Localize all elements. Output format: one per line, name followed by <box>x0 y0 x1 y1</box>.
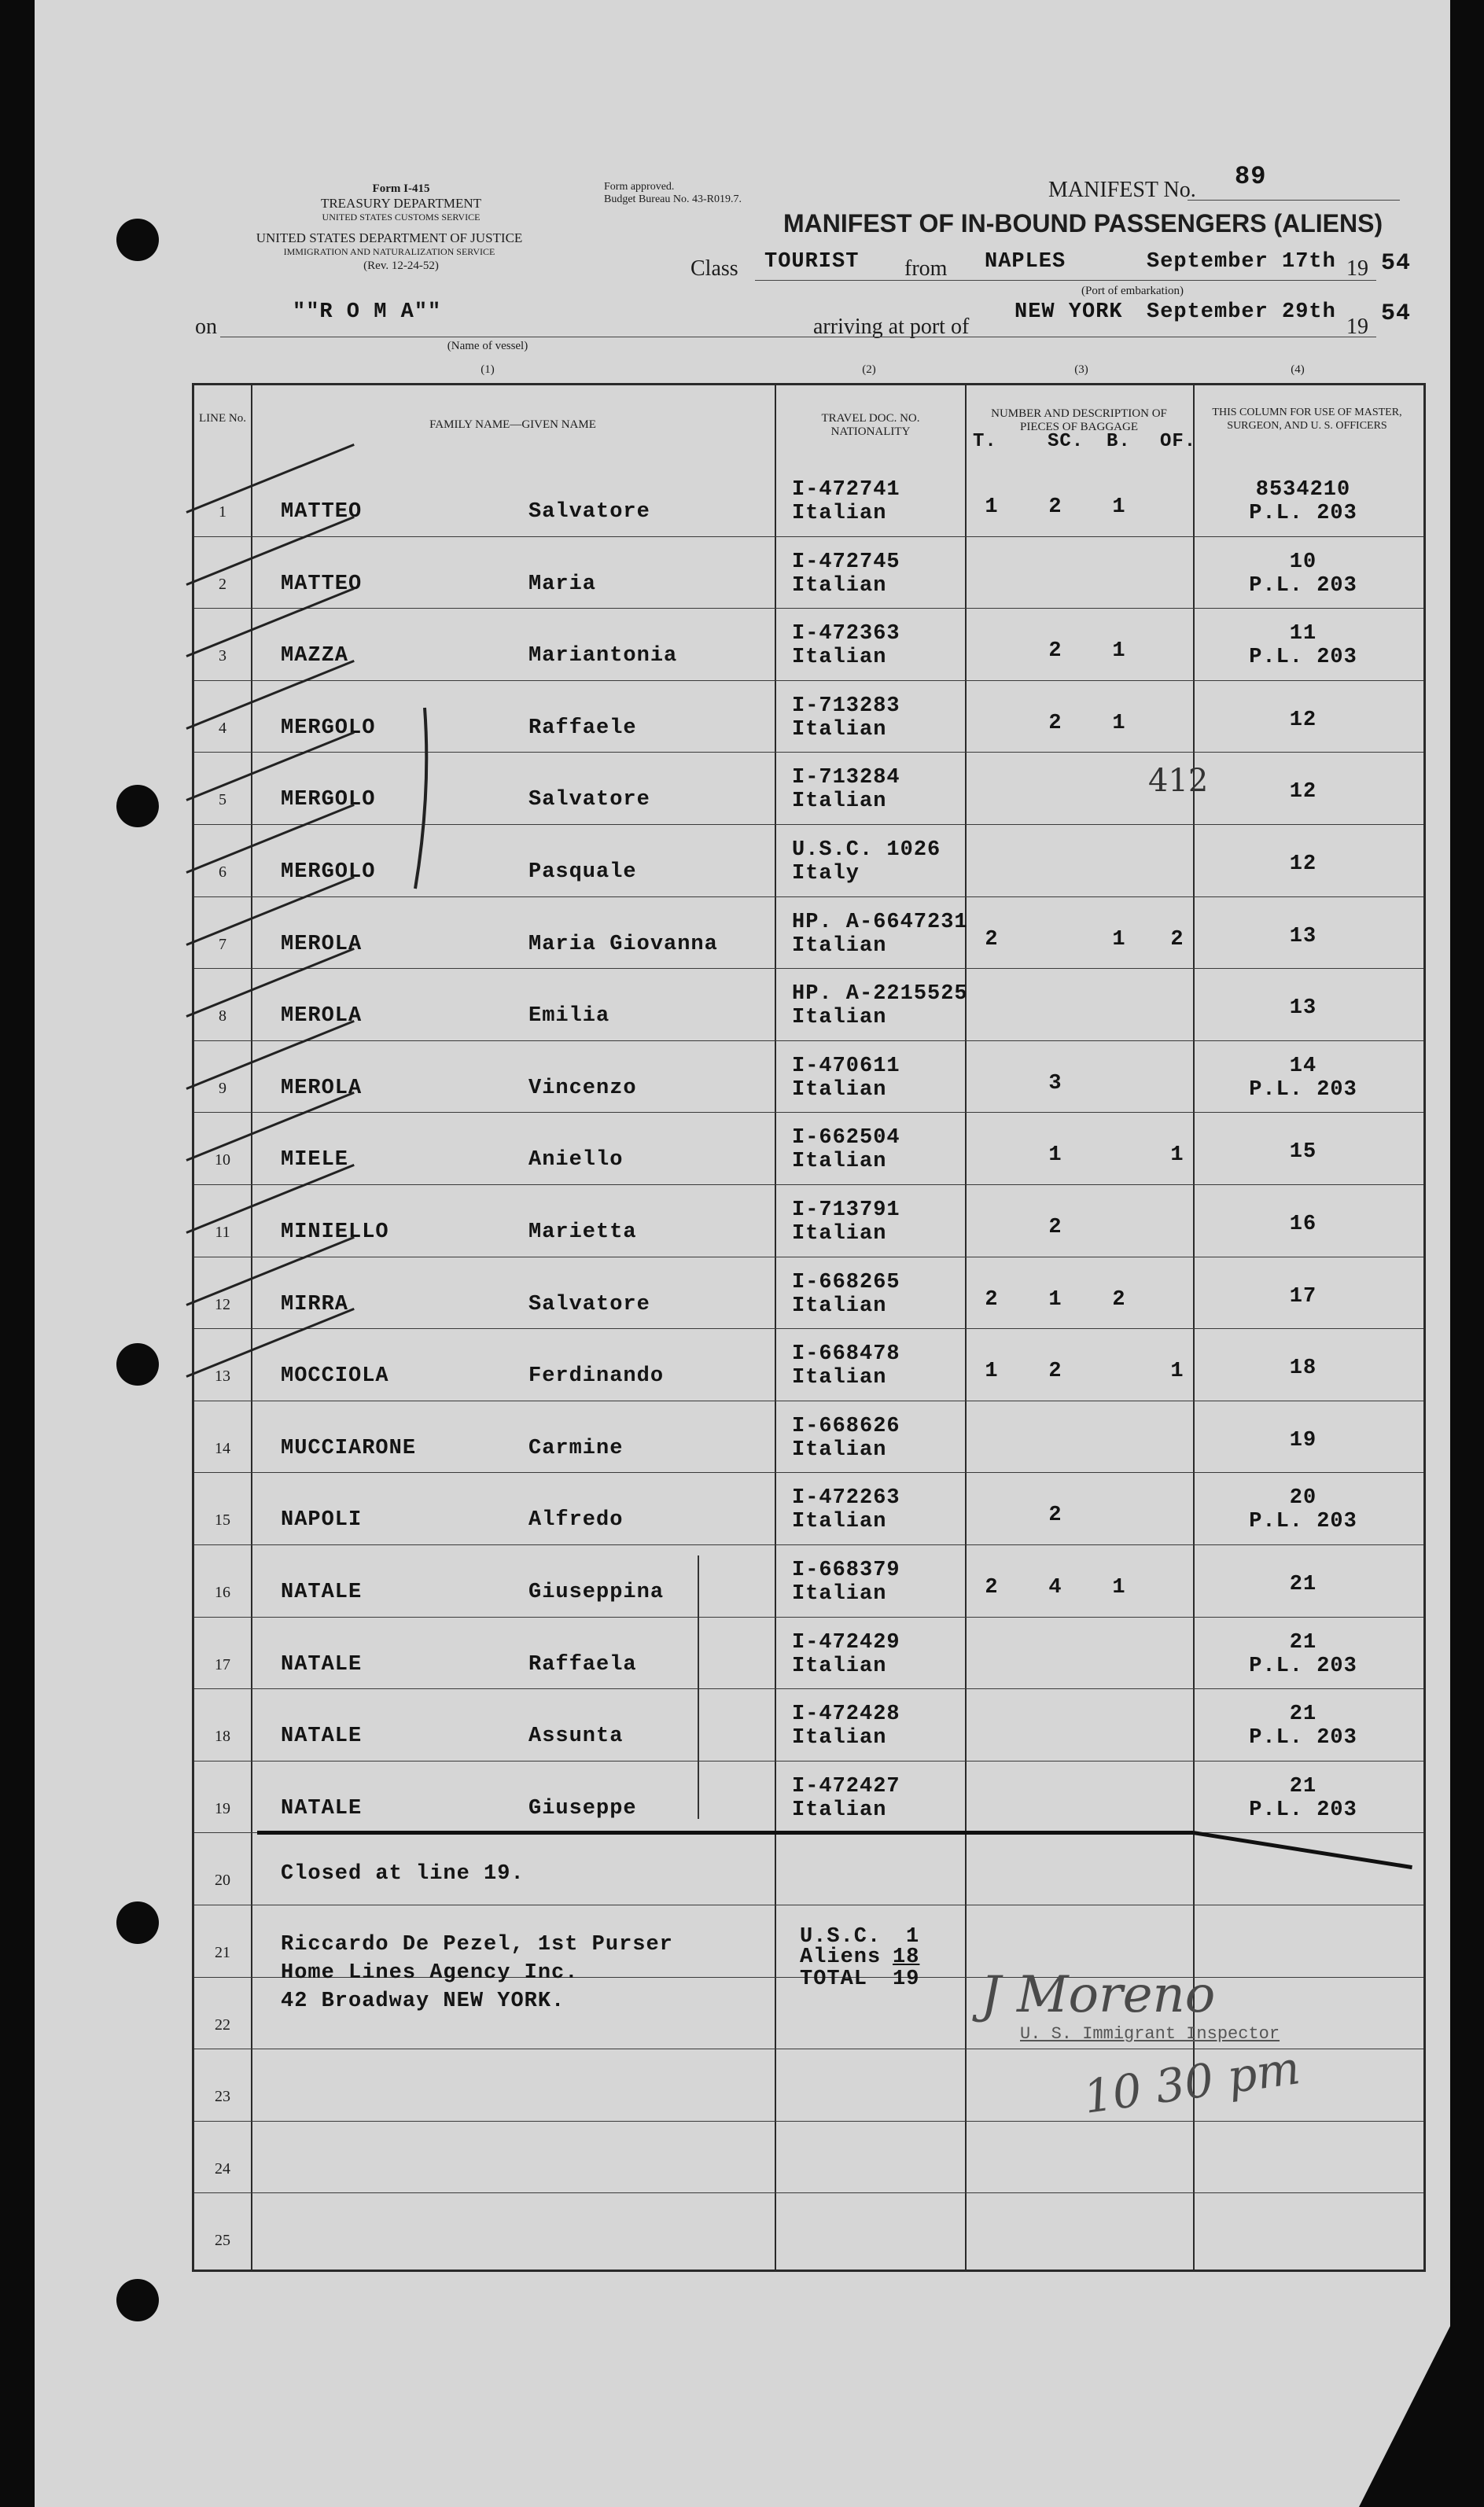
given-name: Maria <box>528 572 597 596</box>
officer-note-law: P.L. 203 <box>1249 1726 1357 1750</box>
line-number: 9 <box>219 1079 226 1097</box>
bag-t: 2 <box>985 927 999 952</box>
line-number: 16 <box>215 1584 230 1601</box>
family-name: NATALE <box>281 1652 363 1677</box>
class-value: TOURIST <box>764 250 860 274</box>
line-number: 8 <box>219 1007 226 1025</box>
bag-t-header: T. <box>973 431 997 452</box>
given-name: Emilia <box>528 1004 610 1029</box>
bag-sc: 2 <box>1048 1360 1062 1384</box>
doc-number: U.S.C. 1026 <box>792 838 941 862</box>
ins-service: IMMIGRATION AND NATURALIZATION SERVICE <box>283 246 495 257</box>
given-name: Giuseppina <box>528 1581 665 1604</box>
bag-sc: 3 <box>1048 1071 1062 1095</box>
bag-sc: 2 <box>1048 639 1062 664</box>
officer-note-number: 21 <box>1289 1573 1317 1596</box>
given-name: Aniello <box>528 1148 624 1173</box>
officer-note-number: 11 <box>1289 622 1317 646</box>
given-name: Salvatore <box>528 500 650 524</box>
given-name: Ferdinando <box>528 1364 665 1389</box>
handwritten-time: 10 30 pm <box>1080 2041 1303 2124</box>
given-name: Salvatore <box>528 788 650 812</box>
aliens-label: Aliens <box>800 1946 882 1969</box>
line-number: 19 <box>215 1799 230 1817</box>
doc-number: I-472428 <box>792 1703 900 1727</box>
line-number: 20 <box>215 1872 230 1890</box>
officer-note-number: 20 <box>1289 1486 1317 1511</box>
doc-number: I-472745 <box>792 550 900 574</box>
nationality: Italian <box>792 1582 887 1606</box>
bag-t: 1 <box>985 1360 999 1384</box>
family-name: MATTEO <box>281 500 363 524</box>
col-4-number: (4) <box>1291 363 1305 376</box>
given-name: Alfredo <box>528 1508 624 1533</box>
family-name: MATTEO <box>281 572 363 596</box>
given-name: Raffaele <box>528 716 637 740</box>
doc-number: I-713284 <box>792 766 900 790</box>
doc-number: HP. A-6647231 <box>792 910 968 934</box>
officer-note-number: 8534210 <box>1255 478 1351 502</box>
line-number: 10 <box>215 1151 230 1169</box>
nationality: Italian <box>792 1150 887 1174</box>
line-number: 2 <box>219 575 226 593</box>
departure-date: September 17th <box>1147 250 1336 274</box>
officer-note-number: 21 <box>1289 1774 1317 1798</box>
arrival-year-prefix: 19 <box>1346 315 1368 339</box>
arrival-port: NEW YORK <box>1014 300 1123 324</box>
nationality: Italian <box>792 1077 887 1102</box>
given-name: Marietta <box>528 1220 637 1244</box>
officer-note-number: 15 <box>1289 1140 1317 1165</box>
family-name: MINIELLO <box>281 1220 389 1244</box>
officer-note-number: 21 <box>1289 1630 1317 1655</box>
line-number: 18 <box>215 1728 230 1746</box>
doc-number: I-472263 <box>792 1486 900 1511</box>
line-number: 13 <box>215 1368 230 1386</box>
total-count: 19 <box>893 1968 920 1991</box>
officer-note-number: 14 <box>1289 1054 1317 1078</box>
nationality: Italian <box>792 1654 887 1678</box>
officer-note-law: P.L. 203 <box>1249 1077 1357 1102</box>
arriving-label: arriving at port of <box>813 315 970 339</box>
from-port: NAPLES <box>985 250 1066 274</box>
total-label: TOTAL <box>800 1968 868 1991</box>
nationality: Italian <box>792 573 887 598</box>
doc-number: I-472363 <box>792 622 900 646</box>
line-no-header: LINE No. <box>199 412 246 425</box>
family-name: MERGOLO <box>281 716 376 740</box>
line-number: 4 <box>219 719 226 737</box>
family-name: MERGOLO <box>281 860 376 884</box>
nationality: Italian <box>792 717 887 742</box>
doc-number: I-713791 <box>792 1198 900 1222</box>
form-number: Form I-415 <box>372 182 430 195</box>
given-name: Maria Giovanna <box>528 932 718 956</box>
officer-note-number: 13 <box>1289 996 1317 1021</box>
officer-note-number: 10 <box>1289 550 1317 574</box>
doc-number: I-662504 <box>792 1126 900 1150</box>
doc-number: I-668379 <box>792 1559 900 1582</box>
nationality: Italian <box>792 933 887 958</box>
family-name: MOCCIOLA <box>281 1364 389 1389</box>
treasury-dept: TREASURY DEPARTMENT <box>320 196 482 211</box>
nationality: Italian <box>792 1006 887 1030</box>
bag-b-header: B. <box>1107 431 1131 452</box>
doc-number: I-668265 <box>792 1270 900 1294</box>
given-name: Raffaela <box>528 1652 637 1677</box>
family-name: MUCCIARONE <box>281 1436 417 1460</box>
family-name: NAPOLI <box>281 1508 363 1533</box>
bag-of: 1 <box>1170 1143 1184 1168</box>
officer-note-law: P.L. 203 <box>1249 573 1357 598</box>
officer-note-number: 17 <box>1289 1284 1317 1309</box>
bag-b: 1 <box>1112 495 1126 519</box>
line-number: 1 <box>219 503 226 521</box>
col-1-number: (1) <box>481 363 495 376</box>
inspector-title: U. S. Immigrant Inspector <box>1020 2024 1280 2044</box>
line-number: 14 <box>215 1439 230 1457</box>
vessel-name: ""R O M A"" <box>293 300 442 324</box>
line-number: 25 <box>215 2232 230 2250</box>
family-name: MEROLA <box>281 932 363 956</box>
line-number: 5 <box>219 791 226 809</box>
nationality: Italian <box>792 1438 887 1462</box>
purser-name: Riccardo De Pezel, 1st Purser <box>281 1933 673 1957</box>
family-name: MERGOLO <box>281 788 376 812</box>
arrival-year: 54 <box>1381 300 1412 327</box>
given-name: Giuseppe <box>528 1796 637 1820</box>
baggage-header: NUMBER AND DESCRIPTION OF PIECES OF BAGGAGE <box>991 407 1167 433</box>
bag-of: 2 <box>1170 927 1184 952</box>
nationality: Italy <box>792 862 860 885</box>
class-label: Class <box>690 256 738 281</box>
given-name: Carmine <box>528 1436 624 1460</box>
given-name: Salvatore <box>528 1292 650 1316</box>
bag-sc: 1 <box>1048 1143 1062 1168</box>
officer-note-law: P.L. 203 <box>1249 1510 1357 1534</box>
embarkation-note: (Port of embarkation) <box>1081 285 1184 297</box>
officer-note-number: 21 <box>1289 1703 1317 1727</box>
bag-b: 1 <box>1112 1576 1126 1600</box>
justice-dept: UNITED STATES DEPARTMENT OF JUSTICE <box>256 230 523 245</box>
officers-header: THIS COLUMN FOR USE OF MASTER, SURGEON, AND U. S. OFFICERS <box>1212 407 1402 432</box>
nationality: Italian <box>792 1726 887 1750</box>
nationality: Italian <box>792 502 887 525</box>
agency-address: 42 Broadway NEW YORK. <box>281 1990 565 2013</box>
officer-note-number: 12 <box>1289 780 1317 804</box>
family-name: NATALE <box>281 1581 363 1604</box>
doc-number: I-668478 <box>792 1342 900 1367</box>
officer-note-number: 12 <box>1289 708 1317 732</box>
family-name: MEROLA <box>281 1076 363 1100</box>
bag-b: 1 <box>1112 639 1126 664</box>
pen-stroke <box>415 708 426 889</box>
family-name: MAZZA <box>281 644 349 668</box>
budget-bureau: Budget Bureau No. 43-R019.7. <box>604 193 742 205</box>
line-number: 11 <box>215 1224 230 1241</box>
bag-sc: 2 <box>1048 711 1062 735</box>
revision-date: (Rev. 12-24-52) <box>363 260 439 272</box>
bag-sc: 4 <box>1048 1576 1062 1600</box>
line-number: 6 <box>219 863 226 881</box>
doc-number: I-472741 <box>792 478 900 502</box>
bag-t: 2 <box>985 1576 999 1600</box>
nationality: Italian <box>792 1366 887 1390</box>
officer-note-law: P.L. 203 <box>1249 502 1357 525</box>
manifest-no-value: 89 <box>1235 162 1267 191</box>
line-number: 15 <box>215 1511 230 1530</box>
doc-number: I-470611 <box>792 1054 900 1078</box>
bag-sc: 2 <box>1048 495 1062 519</box>
family-name: MEROLA <box>281 1004 363 1029</box>
col-2-number: (2) <box>862 363 876 376</box>
doc-number: I-472429 <box>792 1630 900 1655</box>
given-name: Vincenzo <box>528 1076 637 1100</box>
page-title: MANIFEST OF IN-BOUND PASSENGERS (ALIENS) <box>783 209 1383 237</box>
bag-sc: 2 <box>1048 1504 1062 1528</box>
given-name: Pasquale <box>528 860 637 884</box>
year-prefix: 19 <box>1346 256 1368 281</box>
manifest-no-label: MANIFEST No. <box>1048 178 1196 202</box>
given-name: Assunta <box>528 1725 624 1749</box>
aliens-count: 18 <box>893 1946 920 1969</box>
arrival-date: September 29th <box>1147 300 1336 324</box>
family-name: NATALE <box>281 1725 363 1749</box>
vessel-note: (Name of vessel) <box>447 340 528 352</box>
officer-note-law: P.L. 203 <box>1249 646 1357 670</box>
nationality: Italian <box>792 790 887 814</box>
line-number: 22 <box>215 2016 230 2034</box>
line-number: 23 <box>215 2088 230 2106</box>
on-label: on <box>195 315 217 339</box>
nationality: Italian <box>792 1222 887 1246</box>
line-number: 24 <box>215 2159 230 2178</box>
handwritten-412: 412 <box>1148 763 1209 799</box>
bag-of: 1 <box>1170 1360 1184 1384</box>
bag-sc: 1 <box>1048 1287 1062 1312</box>
usc-count: 1 <box>906 1925 920 1949</box>
bag-sc: 2 <box>1048 1216 1062 1239</box>
nationality: Italian <box>792 1294 887 1318</box>
bag-t: 1 <box>985 495 999 519</box>
given-name: Mariantonia <box>528 644 678 668</box>
officer-note-law: P.L. 203 <box>1249 1654 1357 1678</box>
line-number: 21 <box>215 1944 230 1961</box>
bag-b: 1 <box>1112 927 1126 952</box>
line-number: 17 <box>215 1655 230 1673</box>
nationality: Italian <box>792 1510 887 1534</box>
usc-label: U.S.C. <box>800 1925 882 1949</box>
agency-name: Home Lines Agency Inc. <box>281 1961 579 1985</box>
nationality: Italian <box>792 1798 887 1822</box>
family-name: MIRRA <box>281 1292 349 1316</box>
from-label: from <box>904 256 948 281</box>
col-3-number: (3) <box>1074 363 1088 376</box>
bag-t: 2 <box>985 1287 999 1312</box>
officer-note-number: 16 <box>1289 1213 1317 1236</box>
bag-of-header: OF. <box>1160 431 1197 452</box>
nationality: Italian <box>792 646 887 670</box>
family-name: NATALE <box>281 1796 363 1820</box>
inspector-signature: J Moreno <box>981 1966 1216 2024</box>
form-approved: Form approved. <box>604 181 675 193</box>
officer-note-number: 13 <box>1289 924 1317 948</box>
bag-b: 1 <box>1112 711 1126 735</box>
officer-note-number: 12 <box>1289 852 1317 876</box>
name-header: FAMILY NAME—GIVEN NAME <box>429 418 596 431</box>
customs-service: UNITED STATES CUSTOMS SERVICE <box>322 212 481 223</box>
doc-number: I-713283 <box>792 694 900 718</box>
officer-note-number: 19 <box>1289 1428 1317 1452</box>
doc-header: TRAVEL DOC. NO. NATIONALITY <box>821 412 920 438</box>
family-name: MIELE <box>281 1148 349 1173</box>
bag-sc-header: SC. <box>1048 431 1084 452</box>
closed-note: Closed at line 19. <box>281 1862 525 1886</box>
officer-note-law: P.L. 203 <box>1249 1798 1357 1822</box>
line-number: 12 <box>215 1295 230 1313</box>
bag-b: 2 <box>1112 1287 1126 1312</box>
doc-number: HP. A-2215525 <box>792 982 968 1007</box>
line-number: 7 <box>219 935 226 953</box>
officer-note-number: 18 <box>1289 1357 1317 1381</box>
line-number: 3 <box>219 647 226 665</box>
doc-number: I-472427 <box>792 1774 900 1798</box>
departure-year: 54 <box>1381 250 1412 277</box>
doc-number: I-668626 <box>792 1414 900 1438</box>
